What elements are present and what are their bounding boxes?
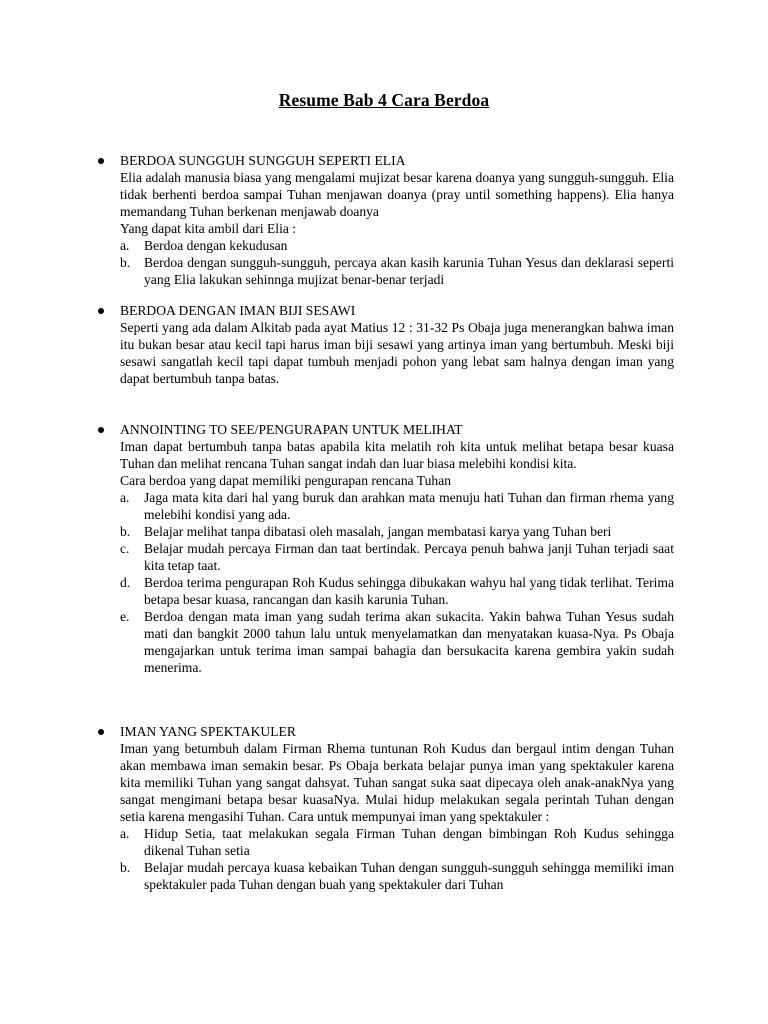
list-item-text: Belajar melihat tanpa dibatasi oleh masalah, jangan membatasi karya yang Tuhan beri (144, 524, 612, 539)
section-heading: BERDOA DENGAN IMAN BIJI SESAWI (120, 303, 356, 318)
list-item (120, 608, 674, 676)
list-item (120, 825, 674, 859)
document-title: Resume Bab 4 Cara Berdoa (278, 90, 490, 110)
list-marker: a. (120, 490, 130, 505)
list-item (120, 523, 674, 540)
section-body (120, 438, 674, 676)
list-item (120, 574, 674, 608)
section-heading: IMAN YANG SPEKTAKULER (120, 724, 296, 739)
bullet-icon (98, 427, 104, 433)
paragraph: Yang dapat kita ambil dari Elia : (120, 221, 297, 236)
list-marker: e. (120, 609, 130, 624)
list-item-text: Belajar mudah percaya kuasa kebaikan Tuhan dengan sungguh-sungguh sehingga memiliki iman spektakuler pada Tuhan dengan buah yang spektakuler dari Tuhan (144, 860, 674, 892)
list-marker: b. (120, 255, 131, 270)
ordered-list (120, 489, 674, 676)
list-marker: d. (120, 575, 131, 590)
paragraph: Elia adalah manusia biasa yang mengalami mujizat besar karena doanya yang sungguh-sungguh. Elia tidak berhenti berdoa sampai Tuhan menjawan doanya (pray until something happens). Elia hanya memandang Tuhan berkenan menjawab doanya (120, 170, 674, 219)
list-item (120, 859, 674, 893)
list-item-text: Hidup Setia, taat melakukan segala Firman Tuhan dengan bimbingan Roh Kudus sehingga dikenal Tuhan setia (144, 826, 674, 858)
list-item-text: Berdoa dengan kekudusan (144, 238, 288, 253)
list-item-text: Berdoa dengan mata iman yang sudah terima akan sukacita. Yakin bahwa Tuhan Yesus sudah mati dan bangkit 2000 tahun lalu untuk menyelamatkan dan menyatakan kuasa-Nya. Ps Obaja mengajarkan untuk terima iman sampai bahagia dan bersukacita karena gembira yakin sudah menerima. (144, 609, 674, 675)
list-marker: a. (120, 238, 130, 253)
list-item-text: Berdoa terima pengurapan Roh Kudus sehingga dibukakan wahyu hal yang tidak terlihat. Terima betapa besar kuasa, rancangan dan kasih karunia Tuhan. (144, 575, 674, 607)
list-item (120, 254, 674, 288)
list-item-text: Belajar mudah percaya Firman dan taat bertindak. Percaya penuh bahwa janji Tuhan terjadi saat kita tetap taat. (144, 541, 674, 573)
list-item-text: Jaga mata kita dari hal yang buruk dan arahkan mata menuju hati Tuhan dan firman rhema yang melebihi kondisi yang ada. (144, 490, 674, 522)
ordered-list (120, 237, 674, 288)
section-body (120, 169, 674, 288)
paragraph: Seperti yang ada dalam Alkitab pada ayat Matius 12 : 31-32 Ps Obaja juga menerangkan bahwa iman itu bukan besar atau kecil tapi harus iman biji sesawi yang artinya iman yang bertumbuh. Meski biji sesawi sangatlah kecil tapi dapat tumbuh menjadi pohon yang lebat sam halnya dengan iman yang dapat bertumbuh tanpa batas. (120, 320, 674, 386)
list-item (120, 489, 674, 523)
list-marker: a. (120, 826, 130, 841)
section-heading: BERDOA SUNGGUH SUNGGUH SEPERTI ELIA (120, 153, 406, 168)
list-item (120, 540, 674, 574)
paragraph: Iman yang betumbuh dalam Firman Rhema tuntunan Roh Kudus dan bergaul intim dengan Tuhan akan membawa iman semakin besar. Ps Obaja berkata belajar punya iman yang spektakuler karena kita memiliki Tuhan yang sangat dahsyat. Tuhan sangat suka saat dipecaya oleh anak-anakNya yang sangat mengimani betapa besar kuasaNya. Mulai hidup melakukan segala perintah Tuhan dengan setia karena mengasihi Tuhan. Cara untuk mempunyai iman yang spektakuler : (120, 741, 674, 824)
list-marker: c. (120, 541, 130, 556)
bullet-icon (98, 729, 104, 735)
section-body (120, 740, 674, 893)
paragraph: Iman dapat bertumbuh tanpa batas apabila kita melatih roh kita untuk melihat betapa besar kuasa Tuhan dan melihat rencana Tuhan sangat indah dan luar biasa melebihi kondisi kita. (120, 439, 674, 471)
section-body (120, 319, 674, 387)
section-heading: ANNOINTING TO SEE/PENGURAPAN UNTUK MELIHAT (120, 422, 463, 437)
list-item-text: Berdoa dengan sungguh-sungguh, percaya akan kasih karunia Tuhan Yesus dan deklarasi seperti yang Elia lakukan sehinnga mujizat benar-benar terjadi (144, 255, 674, 287)
bullet-icon (98, 308, 104, 314)
list-marker: b. (120, 860, 131, 875)
list-item (120, 237, 674, 254)
bullet-icon (98, 158, 104, 164)
list-marker: b. (120, 524, 131, 539)
ordered-list (120, 825, 674, 893)
paragraph: Cara berdoa yang dapat memiliki pengurapan rencana Tuhan (120, 473, 452, 488)
